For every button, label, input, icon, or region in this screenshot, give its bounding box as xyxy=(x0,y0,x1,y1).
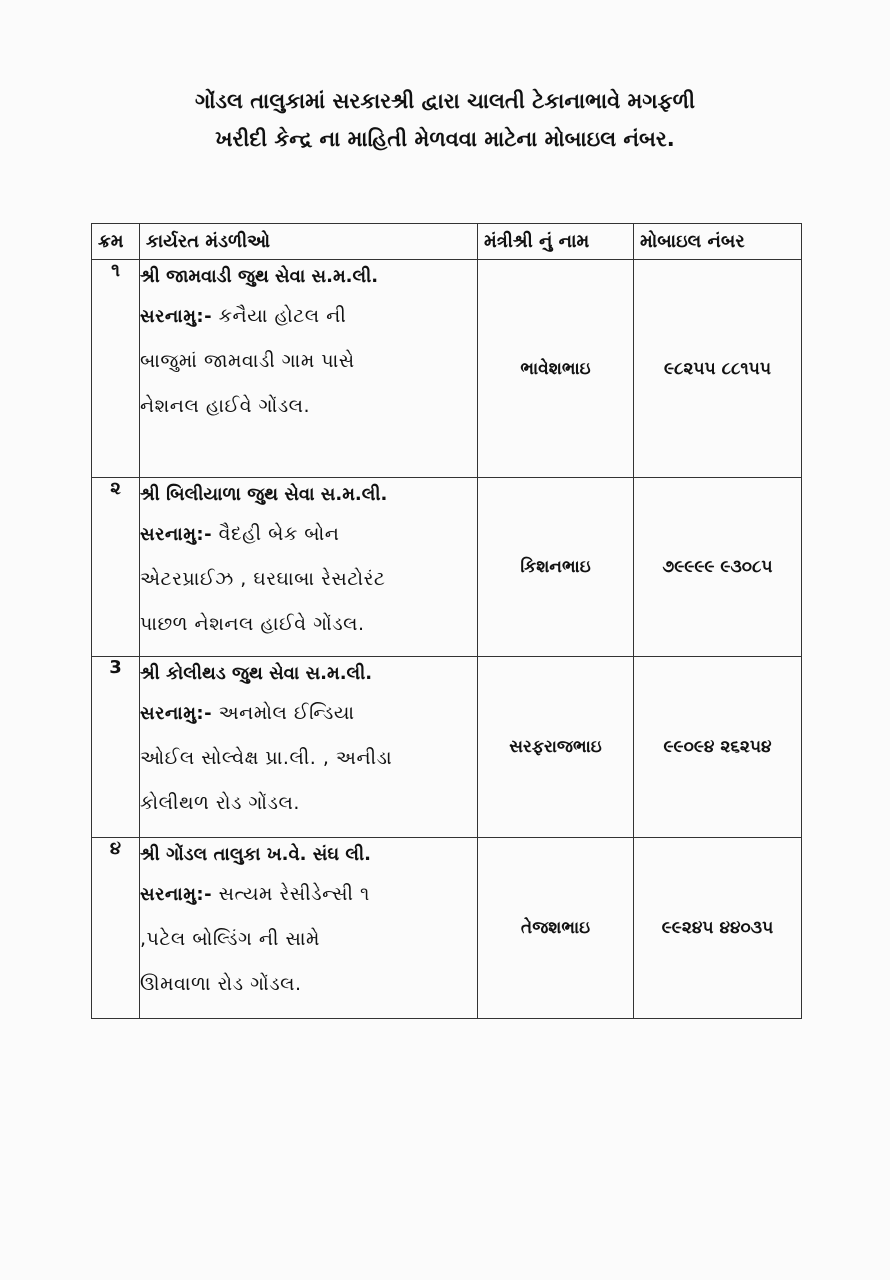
table-row xyxy=(92,838,802,1019)
society-name: શ્રી બિલીયાળા જુથ સેવા સ.મ.લી. xyxy=(140,484,388,505)
address-line: એટરપ્રાઈઝ , ઘરઘાબા રેસટોરંટ xyxy=(140,568,386,590)
society-cell xyxy=(140,657,478,838)
address-label: સરનામુ:- xyxy=(140,884,213,905)
society-name: શ્રી કોલીથડ જુથ સેવા સ.મ.લી. xyxy=(140,663,373,684)
society-cell xyxy=(140,838,478,1019)
society-address xyxy=(140,294,477,429)
minister-name: ભાવેશભાઇ xyxy=(478,260,634,478)
address-line: કનૈયા હોટલ ની xyxy=(218,305,347,327)
row-number: ૨ xyxy=(92,478,140,657)
document-title xyxy=(60,82,830,158)
address-line: પાછળ નેશનલ હાઈવે ગોંડલ. xyxy=(140,613,365,635)
mobile-number: ૯૯૦૯૪ ૨૬૨૫૪ xyxy=(634,657,802,838)
society-address xyxy=(140,872,477,1007)
centers-table xyxy=(91,223,802,1019)
society-name: શ્રી જામવાડી જુથ સેવા સ.મ.લી. xyxy=(140,266,379,287)
address-line: ,પટેલ બોલ્ડિંગ ની સામે xyxy=(140,928,320,950)
table-header-row xyxy=(92,224,802,260)
minister-name: કિશનભાઇ xyxy=(478,478,634,657)
address-label: સરનામુ:- xyxy=(140,306,213,327)
mobile-number: ૯૮૨૫૫ ૮૮૧૫૫ xyxy=(634,260,802,478)
address-line: સત્યમ રેસીડેન્સી ૧ xyxy=(218,883,370,905)
society-cell xyxy=(140,478,478,657)
society-cell xyxy=(140,260,478,478)
society-address xyxy=(140,512,477,647)
mobile-number: ૯૯૨૪૫ ૪૪૦૩૫ xyxy=(634,838,802,1019)
minister-name: સરફરાજભાઇ xyxy=(478,657,634,838)
society-address xyxy=(140,691,477,826)
address-label: સરનામુ:- xyxy=(140,524,213,545)
header-mobile: મોબાઇલ નંબર xyxy=(634,224,802,260)
header-num: ક્રમ xyxy=(92,224,140,260)
row-number: ૪ xyxy=(92,838,140,1019)
address-line: નેશનલ હાઈવે ગોંડલ. xyxy=(140,395,311,417)
header-society: કાર્યરત મંડળીઓ xyxy=(140,224,478,260)
address-line: અનમોલ ઈન્ડિયા xyxy=(218,702,355,724)
mobile-number: ૭૯૯૯૯ ૯૩૦૮૫ xyxy=(634,478,802,657)
society-name: શ્રી ગોંડલ તાલુકા ખ.વે. સંઘ લી. xyxy=(140,844,371,865)
address-line: બાજુમાં જામવાડી ગામ પાસે xyxy=(140,350,355,372)
title-line-2: ખરીદી કેન્દ્ર ના માહિતી મેળવવા માટેના મોબાઇલ નંબર. xyxy=(215,127,675,151)
row-number: ૧ xyxy=(92,260,140,478)
address-line: વૈદહી બેક બોન xyxy=(218,523,340,545)
minister-name: તેજશભાઇ xyxy=(478,838,634,1019)
title-line-1: ગોંડલ તાલુકામાં સરકારશ્રી દ્વારા ચાલતી ટેકાનાભાવે મગફળી xyxy=(194,89,696,113)
header-minister: મંત્રીશ્રી નું નામ xyxy=(478,224,634,260)
table-row xyxy=(92,657,802,838)
row-number: 3 xyxy=(92,657,140,838)
address-line: કોલીથળ રોડ ગોંડલ. xyxy=(140,792,300,814)
address-line: ઓઈલ સોલ્વેક્ષ પ્રા.લી. , અનીડા xyxy=(140,747,393,769)
table-row xyxy=(92,260,802,478)
address-label: સરનામુ:- xyxy=(140,703,213,724)
address-line: ઊમવાળા રોડ ગોંડલ. xyxy=(140,973,302,995)
table-row xyxy=(92,478,802,657)
